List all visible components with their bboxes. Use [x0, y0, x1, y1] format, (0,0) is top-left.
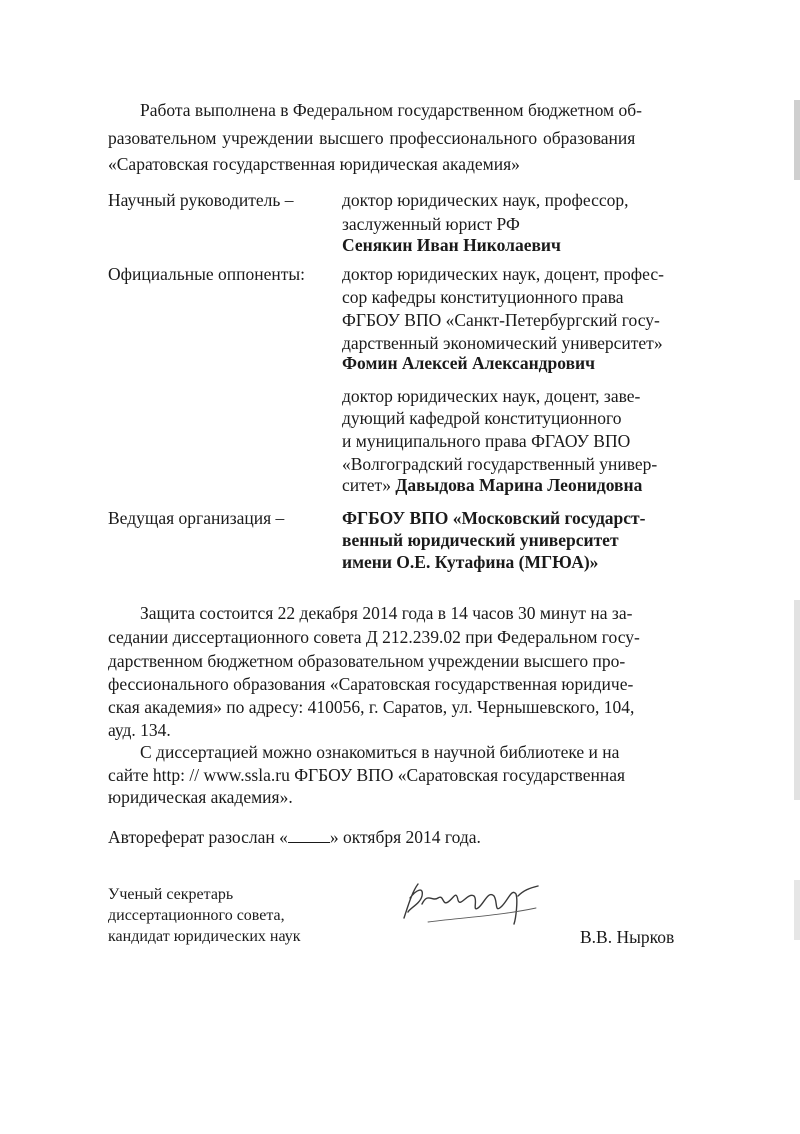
- opponent-1-line-1: доктор юридических наук, доцент, профес-: [342, 264, 664, 284]
- handwritten-signature: [398, 878, 548, 926]
- secretary-line-2: диссертационного совета,: [108, 907, 285, 924]
- opponent-1-line-3: ФГБОУ ВПО «Санкт-Петербургский госу-: [342, 310, 660, 330]
- abstract-sent-line: [108, 826, 481, 848]
- intro-line-2: разовательном учреждении высшего профессионального образования: [108, 128, 636, 148]
- scan-edge-mark: [794, 100, 800, 180]
- secretary-line-3: кандидат юридических наук: [108, 928, 301, 945]
- opponents-label: Официальные оппоненты:: [108, 264, 305, 284]
- leading-org-line-3: имени О.Е. Кутафина (МГЮА)»: [342, 552, 599, 572]
- library-line-1: С диссертацией можно ознакомиться в научной библиотеке и на: [140, 742, 620, 762]
- opponent-1-name: Фомин Алексей Александрович: [342, 353, 595, 373]
- defense-line-1: Защита состоится 22 декабря 2014 года в 14 часов 30 минут на за-: [140, 603, 633, 623]
- opponent-2-last-prefix: ситет»: [342, 475, 396, 495]
- abstract-sent-after: » октября 2014 года.: [329, 827, 481, 847]
- defense-line-5: ская академия» по адресу: 410056, г. Саратов, ул. Чернышевского, 104,: [108, 697, 635, 717]
- opponent-2-line-1: доктор юридических наук, доцент, заве-: [342, 386, 641, 406]
- intro-line-1: Работа выполнена в Федеральном государственном бюджетном об-: [140, 100, 642, 120]
- opponent-2-name: Давыдова Марина Леонидовна: [395, 475, 643, 495]
- opponent-2-line-2: дующий кафедрой конституционного: [342, 408, 622, 428]
- supervisor-line-1: доктор юридических наук, профессор,: [342, 190, 629, 210]
- scan-edge-mark: [794, 880, 800, 940]
- defense-line-2: седании диссертационного совета Д 212.239.02 при Федеральном госу-: [108, 627, 640, 647]
- library-line-3: юридическая академия».: [108, 787, 293, 807]
- defense-line-4: фессионального образования «Саратовская государственная юридиче-: [108, 674, 634, 694]
- opponent-2-line-4: «Волгоградский государственный универ-: [342, 454, 658, 474]
- opponent-1-line-4: дарственный экономический университет»: [342, 333, 663, 353]
- supervisor-label: Научный руководитель –: [108, 190, 294, 210]
- intro-line-3: «Саратовская государственная юридическая академия»: [108, 154, 520, 174]
- abstract-sent-before: Автореферат разослан «: [108, 827, 288, 847]
- scan-edge-mark: [794, 600, 800, 800]
- leading-org-label: Ведущая организация –: [108, 508, 285, 528]
- opponent-1-line-2: сор кафедры конституционного права: [342, 287, 624, 307]
- defense-line-3: дарственном бюджетном образовательном учреждении высшего про-: [108, 651, 626, 671]
- leading-org-line-1: ФГБОУ ВПО «Московский государст-: [342, 508, 646, 528]
- date-blank: [288, 827, 330, 843]
- supervisor-line-2: заслуженный юрист РФ: [342, 214, 520, 234]
- opponent-2-line-3: и муниципального права ФГАОУ ВПО: [342, 431, 631, 451]
- secretary-name: В.В. Нырков: [580, 927, 675, 947]
- leading-org-line-2: венный юридический университет: [342, 530, 619, 550]
- secretary-line-1: Ученый секретарь: [108, 886, 234, 903]
- library-line-2: сайте http: // www.ssla.ru ФГБОУ ВПО «Саратовская государственная: [108, 765, 626, 785]
- supervisor-name: Сенякин Иван Николаевич: [342, 235, 561, 255]
- opponent-2-line-5: [342, 474, 642, 496]
- defense-line-6: ауд. 134.: [108, 720, 171, 740]
